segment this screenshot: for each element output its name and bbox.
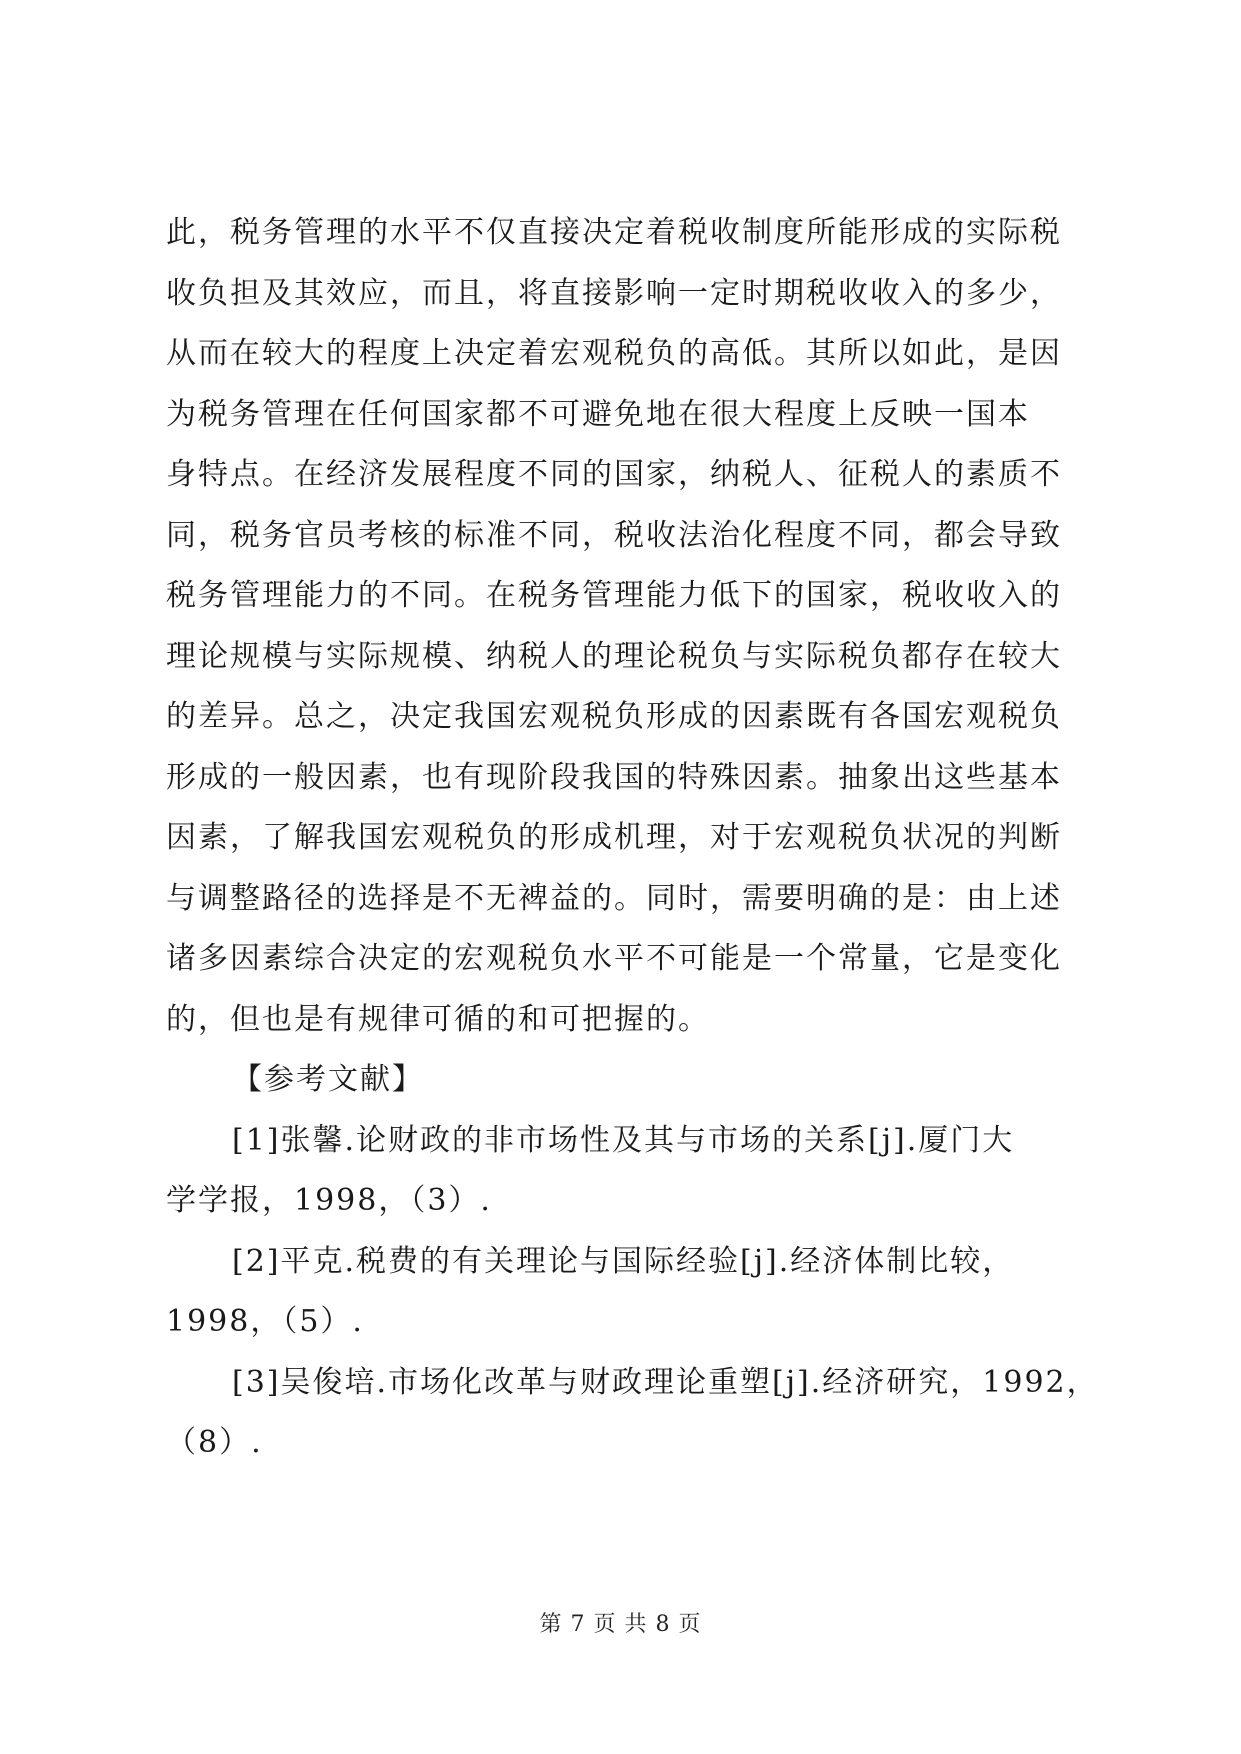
paragraph-line: 诸多因素综合决定的宏观税负水平不可能是一个常量，它是变化 xyxy=(166,941,1062,976)
reference-line: 1998，（5）. xyxy=(166,1304,364,1339)
reference-item xyxy=(166,1111,1078,1232)
paragraph-line: 税务管理能力的不同。在税务管理能力低下的国家，税收收入的 xyxy=(166,578,1062,613)
reference-line: 学学报，1998，（3）. xyxy=(166,1183,492,1218)
page-number-label: 第 7 页 共 8 页 xyxy=(539,1612,702,1637)
page-footer xyxy=(0,1610,1241,1640)
reference-item xyxy=(166,1353,1099,1474)
paragraph-line: 此，税务管理的水平不仅直接决定着税收制度所能形成的实际税 xyxy=(166,215,1062,250)
reference-line: [2]平克.税费的有关理论与国际经验[j].经济体制比较， xyxy=(232,1243,1015,1279)
paragraph-line: 身特点。在经济发展程度不同的国家，纳税人、征税人的素质不 xyxy=(166,457,1062,492)
paragraph-line: 形成的一般因素，也有现阶段我国的特殊因素。抽象出这些基本 xyxy=(166,759,1062,795)
paragraph-line: 与调整路径的选择是不无裨益的。同时，需要明确的是：由上述 xyxy=(166,880,1062,916)
paragraph-line: 为税务管理在任何国家都不可避免地在很大程度上反映一国本 xyxy=(166,396,1030,432)
reference-item xyxy=(166,1232,1078,1353)
paragraph-line: 理论规模与实际规模、纳税人的理论税负与实际税负都存在较大 xyxy=(166,638,1062,674)
paragraph-line: 的差异。总之，决定我国宏观税负形成的因素既有各国宏观税负 xyxy=(166,699,1062,734)
reference-line: （8）. xyxy=(166,1425,263,1460)
paragraph-line: 因素，了解我国宏观税负的形成机理，对于宏观税负状况的判断 xyxy=(166,820,1062,855)
paragraph-line: 从而在较大的程度上决定着宏观税负的高低。其所以如此，是因 xyxy=(166,336,1062,371)
document-body xyxy=(166,203,1099,1474)
paragraph-line: 同，税务官员考核的标准不同，税收法治化程度不同，都会导致 xyxy=(166,517,1062,553)
reference-line: [3]吴俊培.市场化改革与财政理论重塑[j].经济研究，1992， xyxy=(232,1364,1099,1400)
references-heading: 【参考文献】 xyxy=(232,1062,424,1097)
paragraph-line: 的，但也是有规律可循的和可把握的。 xyxy=(166,1001,710,1037)
paragraph-line: 收负担及其效应，而且，将直接影响一定时期税收收入的多少， xyxy=(166,275,1062,311)
reference-line: [1]张馨.论财政的非市场性及其与市场的关系[j].厦门大 xyxy=(232,1122,1015,1158)
